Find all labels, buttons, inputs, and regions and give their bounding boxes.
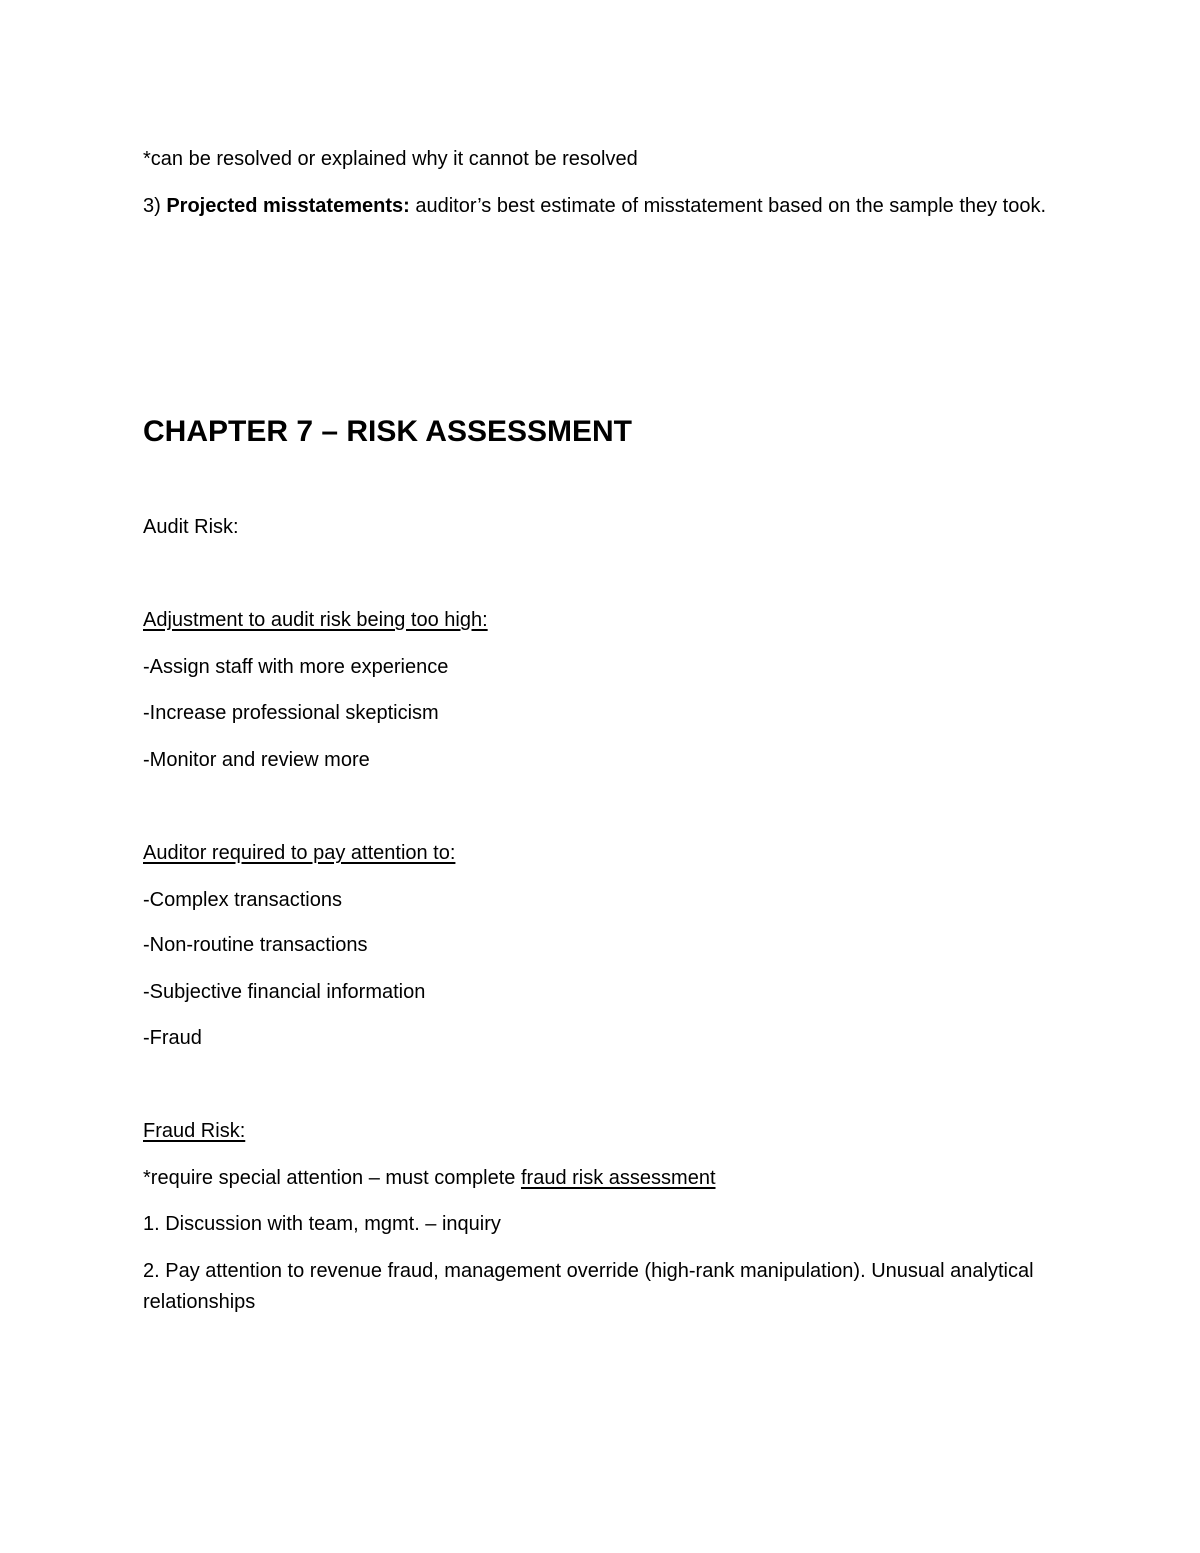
projected-definition: auditor’s best estimate of misstatement based on the sample they took. (409, 195, 1047, 217)
chapter-title: CHAPTER 7 – RISK ASSESSMENT (143, 415, 632, 448)
adjustment-item: -Monitor and review more (143, 749, 370, 771)
attention-item: -Subjective financial information (143, 981, 426, 1003)
fraud-item-2: 2. Pay attention to revenue fraud, management override (high-rank manipulation). Unusual analytical relationships (143, 1260, 1034, 1313)
fraud-item-1: 1. Discussion with team, mgmt. – inquiry (143, 1213, 501, 1235)
fraud-note-text: *require special attention – must complete (143, 1167, 521, 1189)
attention-item: -Complex transactions (143, 889, 342, 911)
adjustment-heading: Adjustment to audit risk being too high: (143, 609, 488, 631)
adjustment-item: -Increase professional skepticism (143, 702, 439, 724)
projected-number: 3) (143, 195, 167, 217)
resolved-note: *can be resolved or explained why it cannot be resolved (143, 148, 638, 170)
fraud-risk-heading: Fraud Risk: (143, 1120, 246, 1142)
fraud-risk-assessment-term: fraud risk assessment (520, 1167, 716, 1189)
adjustment-item: -Assign staff with more experience (143, 656, 449, 678)
projected-misstatements-paragraph (143, 191, 1063, 222)
projected-term: Projected misstatements: (166, 195, 410, 217)
fraud-special-attention-note (143, 1163, 716, 1193)
attention-item: -Fraud (143, 1027, 202, 1049)
attention-item: -Non-routine transactions (143, 934, 368, 956)
audit-risk-label: Audit Risk: (143, 516, 239, 538)
attention-heading: Auditor required to pay attention to: (143, 842, 456, 864)
